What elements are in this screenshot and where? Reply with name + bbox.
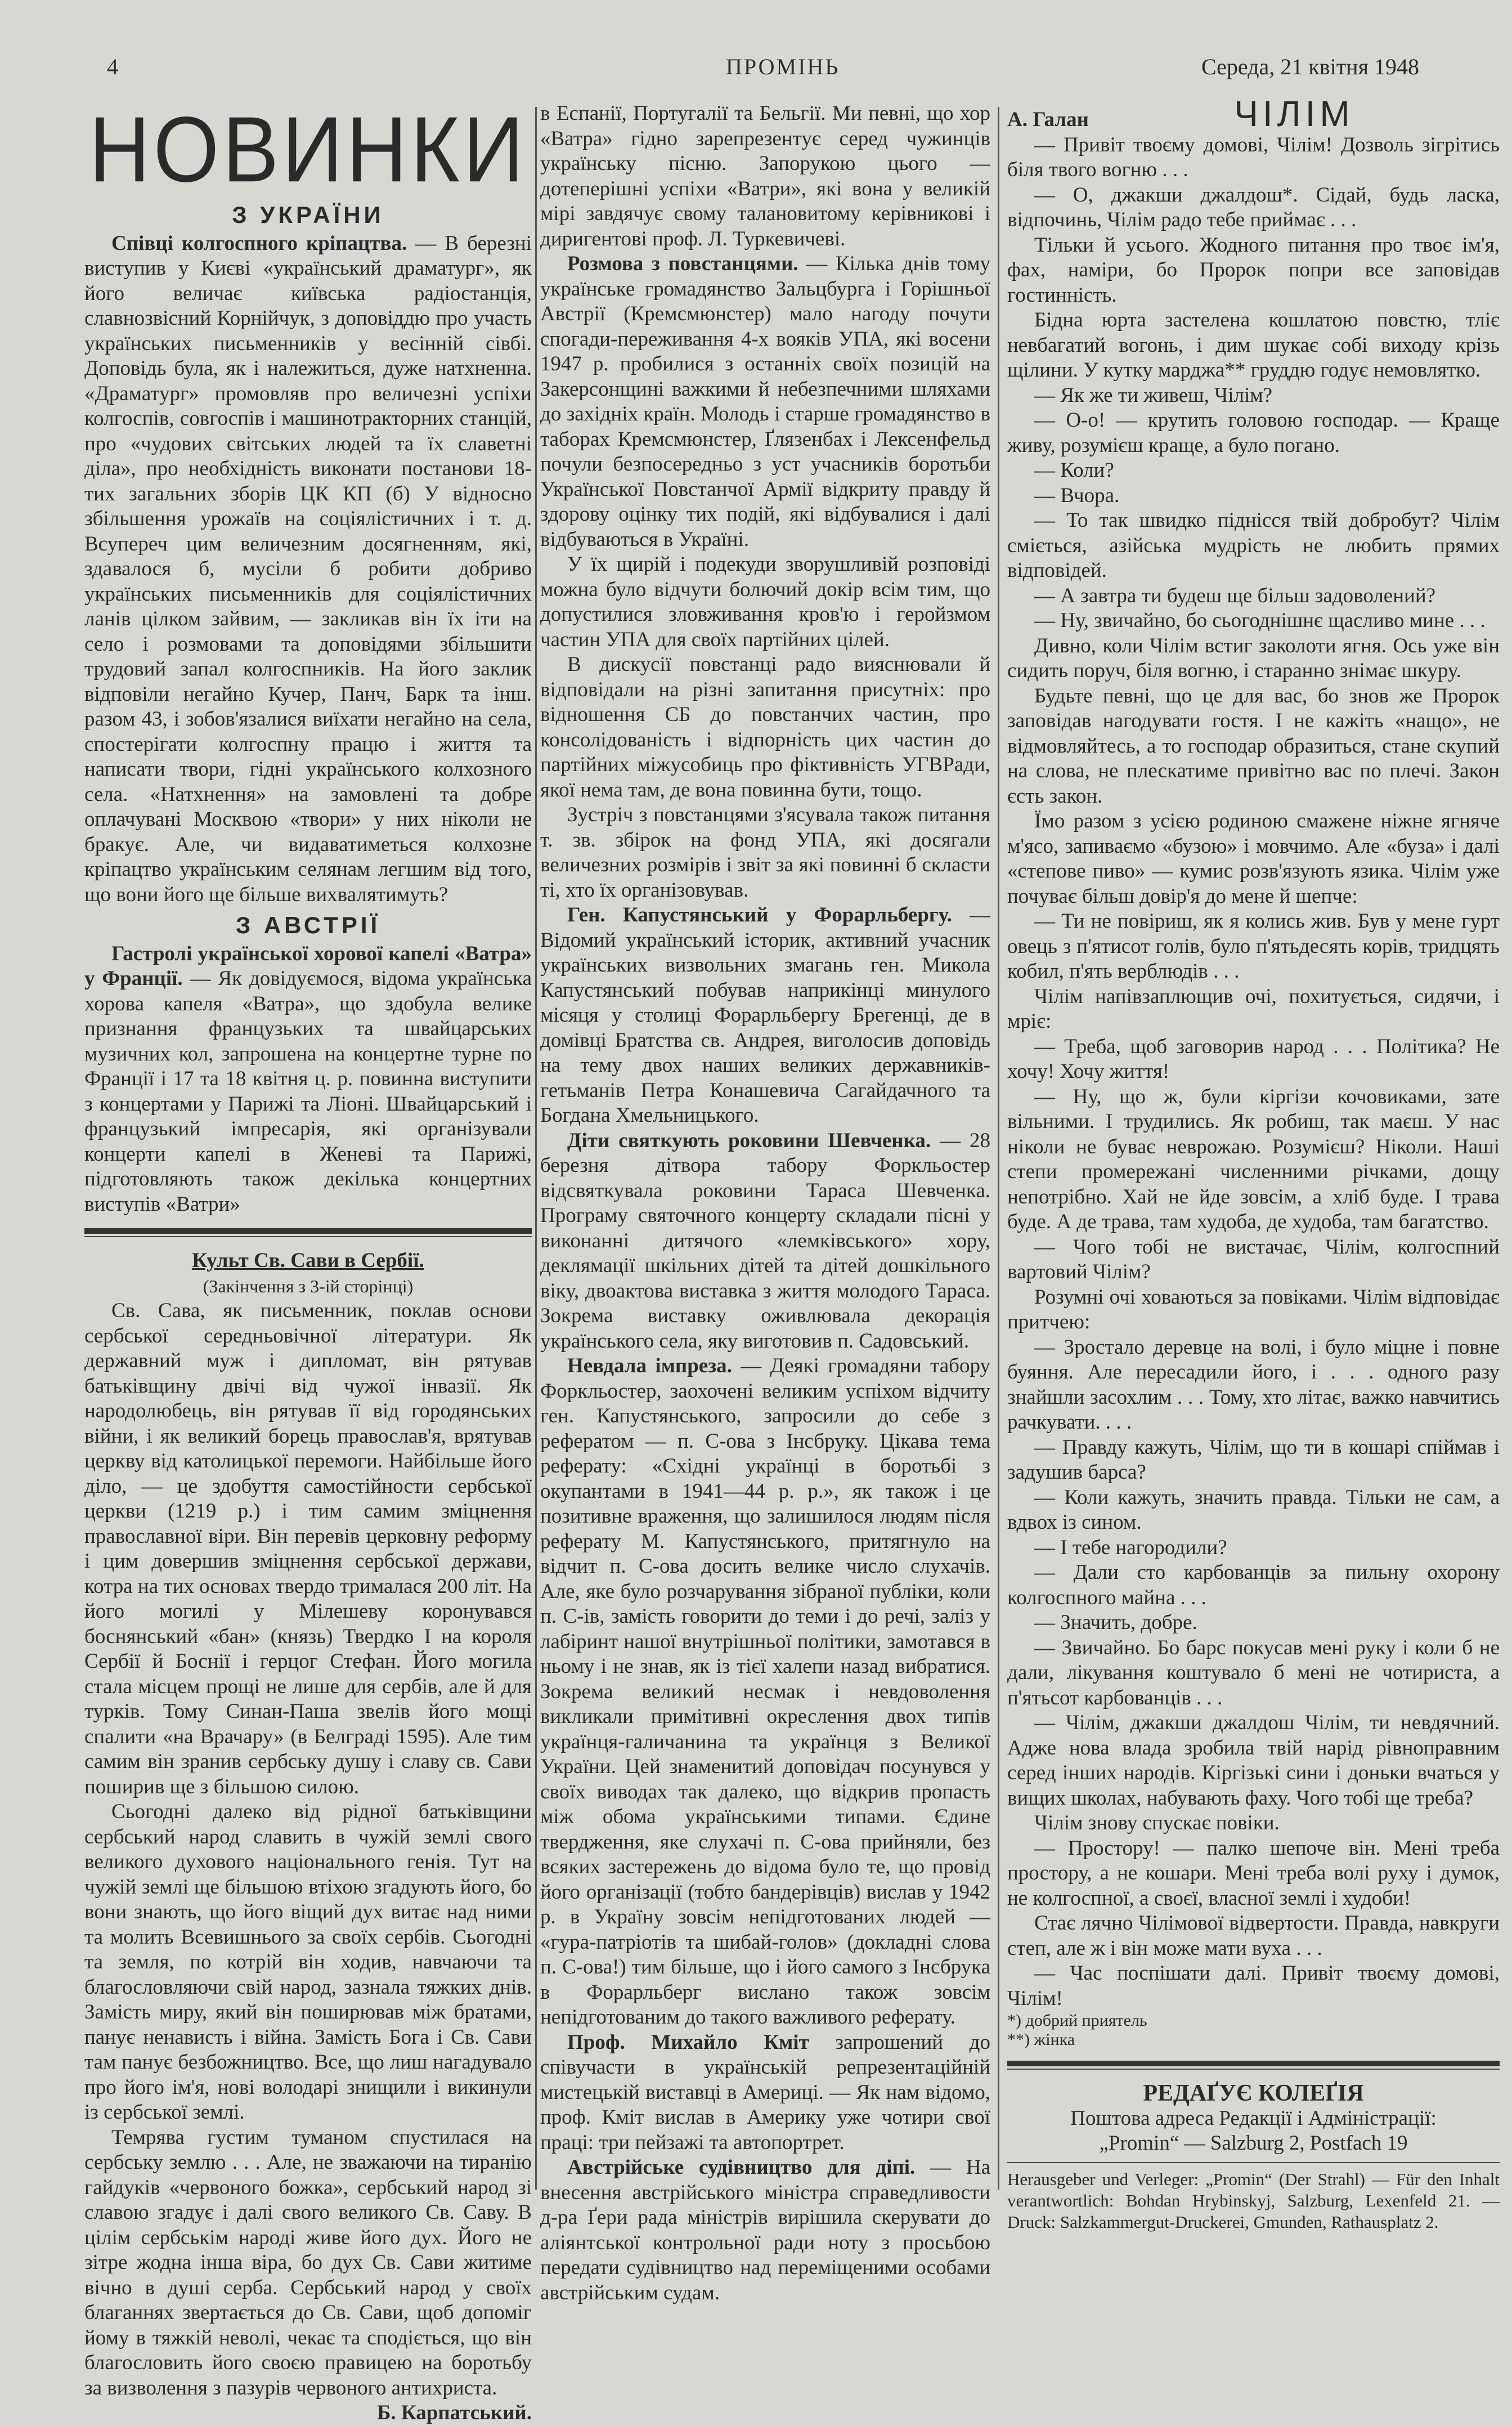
story-paragraph: — Привіт твоєму домові, Чілім! Дозволь зігрітись біля твого вогню . . . bbox=[1007, 133, 1500, 181]
story-paragraph: Тільки й усього. Жодного питання про твоє ім'я, фах, наміри, бо Пророк попри все заповідав гостинність. bbox=[1007, 233, 1500, 307]
article-shevchenko bbox=[540, 1129, 990, 1354]
article-heading: Ген. Капустянський у Форарльбергу. bbox=[567, 903, 952, 926]
article-heading: Невдала імпреза. bbox=[567, 1354, 732, 1377]
story-paragraph: Чілім напівзаплющив очі, похитується, сидячи, і мріє: bbox=[1007, 984, 1500, 1033]
page-number: 4 bbox=[107, 54, 118, 79]
article-text: — Відомий український історик, активний учасник українських визвольних змагань ген. Микола Капустянський побував наприкінці минулого місяця у столиці Форарльбергу Брегенці, де в домівці Братства св. Андрея, виголосив доповідь на тему двох наших великих державників-гетьманів Петра Конашевича Сагайдачного та Богдана Хмельницького. bbox=[540, 903, 990, 1127]
story-paragraph: — О-о! — крутить головою господар. — Краще живу, розумієш краще, а було погано. bbox=[1007, 409, 1500, 457]
article-kolhosp bbox=[84, 231, 532, 908]
story-paragraph: — Дали сто карбованців за пильну охорону колгоспного майна . . . bbox=[1007, 1561, 1500, 1609]
article-text: — Деякі громадяни табору Форкльостер, заохочені великим успіхом відчиту ген. Капустянського, запросили до себе з рефератом — п. С-ова з Інсбруку. Цікава тема реферату: «Східні українці в боротьбі з окупантами в 1941—44 р. р.», як також і це позитивне враження, що залишилося людям після реферату М. Капустянського, притягнуло на відчит п. С-ова досить велике число слухачів. Але, яке було розчарування зібраної публіки, коли п. С-ів, замість говорити до теми і до речі, заліз у лабіринт нашої внутрішньої політики, замотався в ньому і не знав, як із тієї халепи назад вибратися. Зокрема великий несмак і невдоволення викликали примітивні окреслення двох типів українця-галичанина та українця з Великої України. Цей знаменитий доповідач посунувся у своїх виводах так далеко, що відкрив пропасть між обома українськими типами. Єдине твердження, яке слухачі п. С-ова прийняли, без всяких застережень до відома було те, що провід його організації (тобто бандерівців) вислав у 1942 р. в Україну зовсім непідготованих людей — «гура-патріотів та шибай-голов» (докладні слова п. С-ова!) тим більше, що і його самого з Інсбрука в Форарльберг вислано також зовсім непідготованим до такого важливого реферату. bbox=[540, 1354, 990, 2029]
story-paragraph: — То так швидко піднісся твій добробут? Чілім сміється, азійська мудрість не любить прямих відповідей. bbox=[1007, 509, 1500, 582]
story-paragraph: — Вчора. bbox=[1034, 484, 1120, 507]
divider bbox=[84, 1236, 532, 1237]
story-paragraph: Розумні очі ховаються за повіками. Чілім відповідає притчею: bbox=[1007, 1285, 1500, 1333]
story-paragraph: Їмо разом з усією родиною смажене ніжне ягняче м'ясо, запиваємо «бузою» і мовчимо. Але «буза» і далі «степове пиво» — кумис розв'язують язика. Чілім уже почуває більш довір'я до мене й шепче: bbox=[1007, 809, 1500, 908]
story-paragraph: — Треба, щоб заговорив народ . . . Політика? Не хочу! Хочу життя! bbox=[1007, 1035, 1500, 1083]
story-paragraph: Дивно, коли Чілім встиг заколоти ягня. Ось уже він сидить поруч, біля вогню, і старанно знімає шкуру. bbox=[1007, 634, 1500, 682]
story-paragraph: — Час поспішати далі. Привіт твоєму домові, Чілім! bbox=[1007, 1962, 1500, 2010]
article-heading: Діти святкують роковини Шевченка. bbox=[567, 1129, 931, 1152]
story-paragraph: — Коли кажуть, значить правда. Тільки не сам, а вдвох із сином. bbox=[1007, 1485, 1500, 1534]
article-courts bbox=[540, 2155, 990, 2306]
footnote: *) добрий приятель bbox=[1007, 2011, 1147, 2030]
article-paragraph: Св. Сава, як письменник, поклав основи сербської середньовічної літератури. Як державний муж і дипломат, він рятував батьківщину двічі від чужої інвазії. Як народолюбець, він рятував її від городянських війни, і як великий борець православ'я, врятував церкву від католицької перемоги. Найбільше його діло, — це здобуття самостійности сербської церкви (1219 р.) і тим самим зміцнення православної віри. Він перевів церковну реформу і цим довершив зміцнення сербської держави, котра на тих основах твердо трималася 200 літ. На його могилі у Мілешеву коронувався боснянський «бан» (князь) Твердко I на короля Сербії й Боснії і герцог Стефан. Його могила стала місцем прощі не лише для сербів, але й для турків. Тому Синан-Паша звелів його мощі спалити «на Врачару» (в Белграді 1595). Але тим самим він зранив сербську душу і славу св. Сави поширив ще з більшою силою. bbox=[84, 1299, 532, 1798]
story-paragraph: — І тебе нагородили? bbox=[1034, 1536, 1227, 1559]
article-heading: Співці колгоспного кріпацтва. bbox=[111, 231, 407, 255]
column-story bbox=[1007, 93, 1500, 2233]
column-divider bbox=[535, 107, 537, 2190]
author-signature: Б. Карпатський. bbox=[376, 2401, 532, 2424]
story-paragraph: Бідна юрта застелена кошлатою повстю, тліє невбагатий вогонь, і дим шукає собі виходу крізь щілини. У кутку марджа** груддю годує немовлятко. bbox=[1007, 308, 1500, 382]
story-paragraph: Чілім знову спускає повіки. bbox=[1034, 1811, 1280, 1834]
footnote: **) жінка bbox=[1007, 2030, 1075, 2049]
story-paragraph: — А завтра ти будеш ще більш задоволений? bbox=[1034, 584, 1436, 607]
story-paragraph: — Значить, добре. bbox=[1034, 1611, 1197, 1634]
story-paragraph: — Ну, звичайно, бо сьогоднішнє щасливо мине . . . bbox=[1034, 609, 1486, 632]
article-vatra bbox=[84, 942, 532, 1218]
column-news-continued bbox=[540, 101, 990, 2306]
article-text: — Як довідуємося, відома українська хорова капеля «Ватра», що здобула велике признання французьких та швайцарських музичних кол, запрошена на концертне турне по Франції і 17 та 18 квітня ц. р. повинна виступити з концертами у Парижі та Ліоні. Швайцарський і французький імпресарія, які організували концерти капелі в Женеві та Парижі, підготовляють також декілька концертних виступів «Ватри» bbox=[84, 967, 532, 1216]
article-text: — На внесення австрійського міністра справедливости д-ра Ґери рада міністрів вирішила скерувати до аліянтської контрольної ради ноту з просьбою передати судівництво над переміщеними особами австрійським судам. bbox=[540, 2156, 990, 2304]
article-paragraph: У їх щирій і подекуди зворушливій розповіді можна було відчути болючий докір всім тим, що допустилися зловживання кров'ю і геройзмом частин УПА для своїх партійних цілей. bbox=[540, 553, 990, 651]
section-heading-austria: З АВСТРІЇ bbox=[235, 912, 381, 938]
story-paragraph: — О, джакши джалдош*. Сідай, будь ласка, відпочинь, Чілім радо тебе приймає . . . bbox=[1007, 183, 1500, 231]
imprint: Herausgeber und Verleger: „Promin“ (Der Strahl) — Für den Inhalt verantwortlich: Bohdan Hrybinskyj, Salzburg, Lexenfeld 21. — Druck: Salzkammergut-Druckerei, Gmunden, Rathausplatz 2. bbox=[1007, 2169, 1500, 2232]
article-kapustianskyi bbox=[540, 903, 990, 1129]
article-text: — Кілька днів тому українське громадянство Зальцбурга і Горішньої Австрії (Кремсмюнстер) мало нагоду почути спогади-переживання 4-х вояків УПА, які восени 1947 р. пробилися з останніх своїх позицій на Закерсонщині важкими й небезпечними шляхами до західніх країн. Молодь і старше громадянство в таборах Кремсмюнстер, Ґлязенбах і Лексенфельд почули безпосередньо з уст учасників боротьби Української Повстанчої Армії відкриту правду й здорову оцінку тих подій, які відбувалися і далі відбуваються в Україні. bbox=[540, 252, 990, 551]
article-continuation: в Еспанії, Португалії та Бельгії. Ми певні, що хор «Ватра» гідно зарепрезентує серед чужинців українську пісню. Запорукою цього — дотеперішні успіхи «Ватри», які вона у великій мірі завдячує свому талановитому керівникові і диригентові проф. Л. Туркевичеві. bbox=[540, 102, 990, 250]
story-paragraph: — Правду кажуть, Чілім, що ти в кошарі спіймав і задушив барса? bbox=[1007, 1435, 1500, 1484]
article-heading-kult: Культ Св. Сави в Сербії. bbox=[192, 1249, 424, 1272]
story-paragraph: — Ти не повіриш, як я колись жив. Був у мене гурт овець з п'ятисот голів, було п'ятьдесять корів, тридцять кобил, п'ять верблюдів . . . bbox=[1007, 910, 1500, 983]
story-paragraph: — Як же ти живеш, Чілім? bbox=[1034, 383, 1273, 407]
paper-name: ПРОМІНЬ bbox=[726, 54, 840, 79]
divider bbox=[1007, 2162, 1500, 2163]
article-paragraph: Темрява густим туманом спустилася на сербську землю . . . Але, не зважаючи на тиранію гайдуків «червоного божка», сербський народ зі славою згадує і далі свого великого Св. Саву. В цілім сербськім народі живе його дух. Його не зітре жодна інша віра, бо дух Св. Сави житиме вічно в душі серба. Сербський народ у своїх благаннях звертається до Св. Сави, щоб допоміг йому в тяжкій неволі, чекає та сподіється, що він благословить його своєю правицею на боротьбу за визволення з пазурів червоного антихриста. bbox=[84, 2125, 532, 2400]
article-paragraph: Зустріч з повстанцями з'ясувала також питання т. зв. збірок на фонд УПА, які досягали величезних розмірів і звіт за які повинні б скласти ті, хто їх організовував. bbox=[540, 803, 990, 902]
continuation-note: (Закінчення з 3-ій сторінці) bbox=[203, 1275, 414, 1296]
story-paragraph: — Чілім, джакши джалдош Чілім, ти невдячний. Адже нова влада зробила твій нарід рівноправним серед інших народів. Кіргізькі сини і доньки вчаться у вищих школах, набувають фаху. Чого тобі ще треба? bbox=[1007, 1711, 1500, 1810]
article-heading: Розмова з повстанцями. bbox=[567, 252, 798, 275]
editorial-board-title: РЕДАҐУЄ КОЛЕҐІЯ bbox=[1143, 2080, 1364, 2106]
issue-date: Середа, 21 квітня 1948 bbox=[1201, 54, 1419, 79]
article-failed-event bbox=[540, 1354, 990, 2030]
story-title: ЧІЛІМ bbox=[1234, 93, 1354, 134]
article-kmit bbox=[540, 2030, 990, 2156]
article-heading: Проф. Михайло Кміт bbox=[567, 2030, 809, 2054]
section-heading-ukraine: З УКРАЇНИ bbox=[232, 202, 384, 228]
column-divider bbox=[998, 107, 999, 2190]
article-heading: Гастролі української хорової капелі «Ватра» у Франції. bbox=[84, 942, 532, 990]
divider bbox=[1007, 2061, 1500, 2066]
article-text: — 28 березня дітвора табору Форкльостер відсвяткувала роковини Тараса Шевченка. Програму святочного концерту складали пісні у виконанні дитячого «лемківського» хору, деклямації шкільних дітей та дітей дошкільного віку, двоактова виставка з життя молодого Тараса. Зокрема виставку оживлювала декорація українського села, яку виготовив п. Садовський. bbox=[540, 1129, 991, 1353]
page-title: НОВИНКИ bbox=[89, 97, 527, 202]
column-news bbox=[84, 97, 532, 2426]
story-author: А. Галан bbox=[1007, 108, 1089, 131]
story-paragraph: — Коли? bbox=[1034, 459, 1114, 482]
story-paragraph: — Зростало деревце на волі, і було міцне і повне буяння. Але пересадили його, і . . . одного разу знайшли засохлим . . . Тому, хто літає, важко навчитись рачкувати. . . . bbox=[1007, 1335, 1500, 1434]
article-insurgents bbox=[540, 252, 990, 552]
story-paragraph: — Звичайно. Бо барс покусав мені руку і коли б не дали, лікування коштувало б мені не чотириста, а п'ятьсот карбованців . . . bbox=[1007, 1636, 1500, 1709]
story-paragraph: — Простору! — палко шепоче він. Мені треба простору, а не кошари. Мені треба волі руху і думок, не колгоспної, а своєї, власної землі і худоби! bbox=[1007, 1836, 1500, 1910]
story-paragraph: — Ну, що ж, були кіргізи кочовиками, зате вільними. І трудились. Як робиш, так маєш. У нас ніколи не буває неврожаю. Розумієш? Ніколи. Наші степи промережані численними річками, дощу непотрібно. Хай не йде зовсім, а хліб буде. І трава буде. А де трава, там худоба, де худоба, там багатство. bbox=[1007, 1085, 1500, 1233]
article-text: запрошений до співучасти в українській репрезентаційній мистецькій виставці в Америці. — Як нам відомо, проф. Кміт вислав в Америку уже чотири свої праці: три пейзажі та автопортрет. bbox=[540, 2030, 990, 2154]
divider bbox=[84, 1228, 532, 1234]
article-text: — В березні виступив у Києві «український драматург», як його величає київська радіостанція, славнозвісний Корнійчук, з доповіддю про участь українських письменників у весінній сівбі. Доповідь була, як і належиться, дуже натхненна. «Драматург» промовляв про величезні успіхи колгоспів, совгоспів і машинотракторних станцій, про «чудових світських людей та їх славетні діла», про необхідність виконати постанови 18-тих загальних зборів ЦК КП (б) У відносно збільшення урожаїв на соціялістичних і т. д. Всупереч цим величезним досягненням, які, здавалося б, мусіли б робити добриво українських письменників для соціялістичних ланів цілком зайвим, — закликав він їх іти на село і розмовами та доповідями збільшити трудовий запал колгоспників. На його заклик відповіли негайно Кучер, Панч, Барк та інш. разом 43, і зобов'язалися виїхати негайно на села, спостерігати колгоспну працю і життя та написати твори, гідні українського колхозного села. «Натхнення» на замовлені та добре оплачувані Москвою «твори» у них ніколи не бракує. Але, чи видаватиметься колхозне кріпацтво українським селянам легшим від того, що вони його ще більше вихвалятимуть? bbox=[84, 231, 532, 906]
article-heading: Австрійське судівництво для діпі. bbox=[567, 2156, 916, 2179]
story-paragraph: Будьте певні, що це для вас, бо знов же Пророк заповідав нагодувати гостя. І не кажіть «нащо», не відмовляйтесь, а то господар образиться, стане скупий на слова, не плескатиме привітно вас по плечі. Закон єсть закон. bbox=[1007, 684, 1500, 808]
article-paragraph: Сьогодні далеко від рідної батьківщини сербський народ славить в чужій землі свого великого духового національного генія. Тут на чужій землі ще більшою втіхою згадують його, бо вони знають, що його віщий дух витає над ними та молить Всевишнього за своїх сербів. Сьогодні та земля, по котрій він ходив, навчаючи та благословляючи свій народ, зазнала тяжких днів. Замість миру, який він поширював між братами, панує ненависть і війна. Замість Бога і Св. Сави там панує безбожництво. Все, що лиш нагадувало про його ім'я, нові володарі знищили і викинули із сербської землі. bbox=[84, 1800, 532, 2124]
divider bbox=[1007, 2069, 1500, 2070]
article-paragraph: В дискусії повстанці радо вияснювали й відповідали на різні запитання присутніх: про відношення СБ до повстанчих частин, про консолідованість і відпорність цих частин до партійних міжусобиць про фіктивність УГВРади, якої нема там, де вона повинна бути, тощо. bbox=[540, 653, 990, 802]
story-paragraph: — Чого тобі не вистачає, Чілім, колгоспний вартовий Чілім? bbox=[1007, 1235, 1500, 1283]
postal-address: „Promin“ — Salzburg 2, Postfach 19 bbox=[1099, 2132, 1408, 2155]
story-body bbox=[1007, 133, 1500, 2012]
postal-address-label: Поштова адреса Редакції і Адміністрації: bbox=[1070, 2106, 1437, 2130]
story-paragraph: Стає лячно Чілімової відвертости. Правда, навкруги степ, але ж і він може мати вуха . . . bbox=[1007, 1912, 1500, 1960]
